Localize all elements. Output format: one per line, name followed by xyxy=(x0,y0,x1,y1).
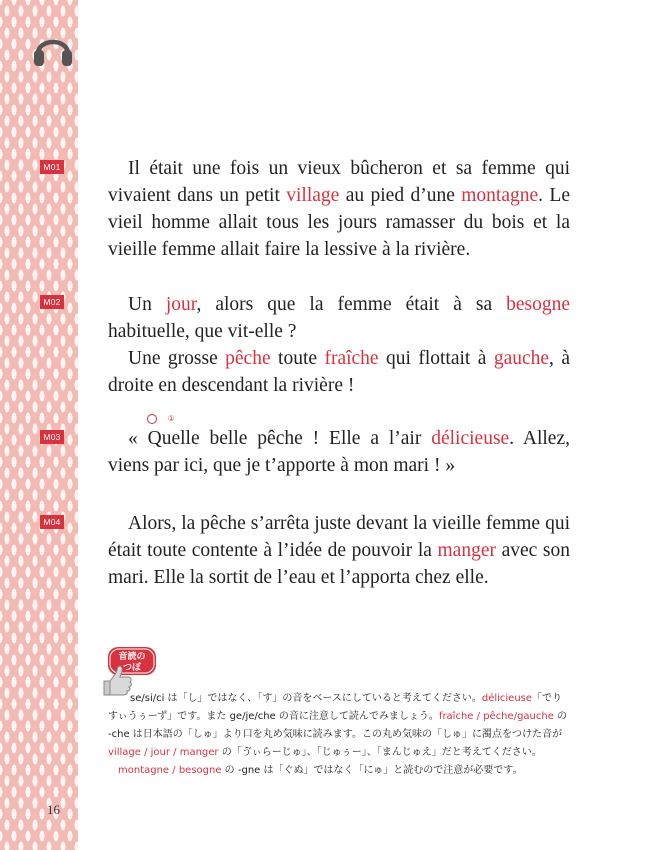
highlight-word: jour xyxy=(165,294,197,315)
audio-marker-m01[interactable]: M01 xyxy=(40,160,64,174)
audio-marker-m04[interactable]: M04 xyxy=(40,515,64,529)
paragraph-m04: Alors, la pêche s’arrêta juste devant la vieille femme qui était toute contente à l’idée de pouvoir la manger avec son mari. Elle la sortit de l’eau et l’apporta chez elle. xyxy=(108,513,570,588)
audio-marker-m03[interactable]: M03 xyxy=(40,430,64,444)
highlight-word: fraîche xyxy=(324,348,379,369)
badge-title-line2: つぼ xyxy=(122,663,142,673)
note-number: ① xyxy=(147,414,157,424)
audio-marker-m02[interactable]: M02 xyxy=(40,295,64,309)
highlight-word: village xyxy=(286,185,340,206)
highlight-word: gauche xyxy=(493,348,550,369)
headphones-icon[interactable] xyxy=(32,28,74,68)
paragraph-m02: Un jour, alors que la femme était à sa besogne habituelle, que vit-elle ? Une grosse pêche toute fraîche qui flottait à gauche, à droite en descendant la rivière ! xyxy=(108,294,570,396)
highlight-word: pêche xyxy=(225,348,271,369)
paragraph-m03: « ① Quelle belle pêche ! Elle a l’air délicieuse. Allez, viens par ici, que je t’apporte à mon mari ! » xyxy=(108,414,570,476)
paragraph-m01: Il était une fois un vieux bûcheron et sa femme qui vivaient dans un petit village au pied d’une montagne. Le vieil homme allait tous les jours ramasser du bois et la vieille femme allait faire la lessive à la rivière. xyxy=(108,158,570,260)
decorative-side-strip xyxy=(0,0,78,850)
highlight-word: montagne xyxy=(461,185,539,206)
page-number: 16 xyxy=(47,802,60,817)
highlight-word: besogne xyxy=(506,294,570,315)
highlight-word: délicieuse xyxy=(431,428,510,449)
reading-tip-text: se/si/ci は「し」ではなく、「す」の音をベースにしていると考えてください。délicieuse「でりすぃうぅーず」です。また ge/je/che の音に注意して読んでみましょう。fraîche / pêche/gauche の -che は日本語の「しゅ」より口を丸め気味に読みます。この丸め気味の「しゅ」に濁点をつけた音が village / jour / manger の「ゔぃらーじゅ」、「じゅぅー」、「まんじゅえ」だと考えてください。 montagne / besogne の -gne は「ぐぬ」ではなく「にゅ」と読むので注意が必要です。 xyxy=(108,693,568,776)
highlight-word: manger xyxy=(437,540,496,561)
badge-title-line1: 音読の xyxy=(118,652,146,662)
